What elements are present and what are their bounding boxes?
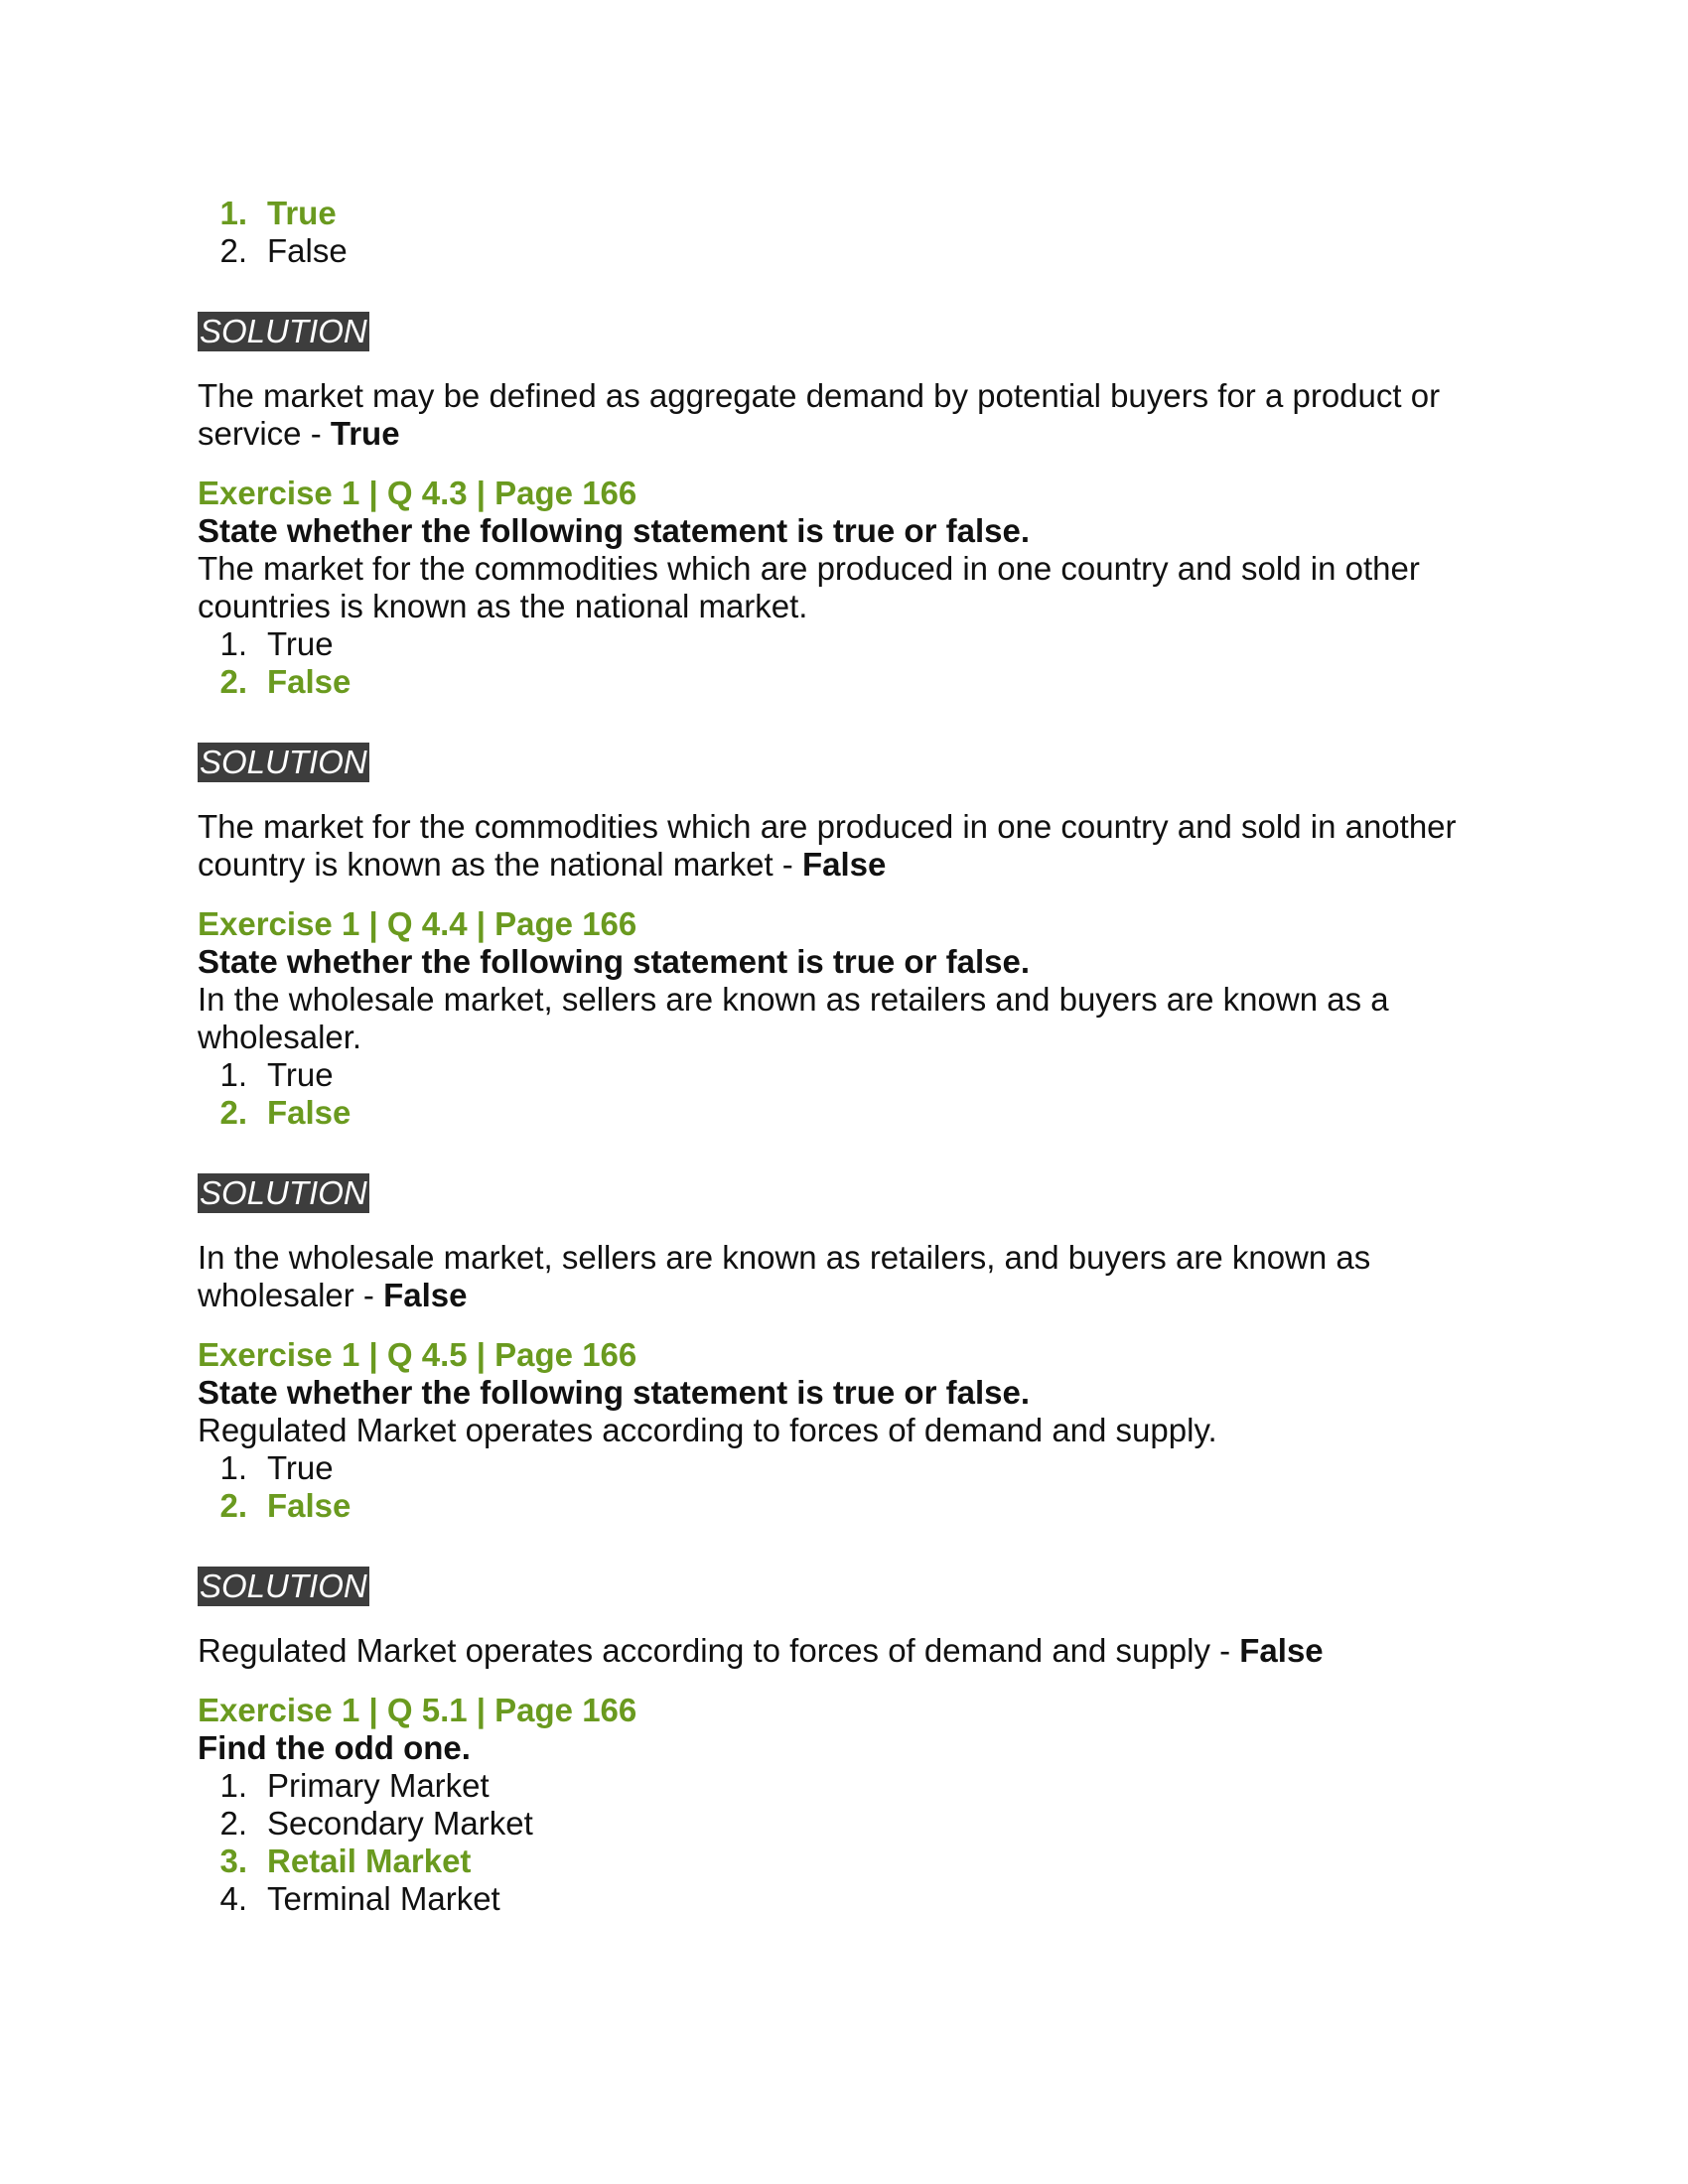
option-item [198,195,1508,232]
option-number: 2. [219,1094,247,1131]
option-text: Secondary Market [267,1805,533,1842]
option-number: 2. [219,1487,247,1524]
solution-label: SOLUTION [200,1568,367,1604]
option-number: 3. [219,1843,247,1879]
solution-label: SOLUTION [200,313,367,349]
solution-body: Regulated Market operates according to forces of demand and supply - [198,1632,1240,1669]
solution-label: SOLUTION [200,744,367,780]
option-number: 2. [219,1805,247,1842]
solution-text [198,808,1508,884]
option-text: True [267,1056,334,1093]
option-text: True [267,625,334,662]
solution-body: The market may be defined as aggregate demand by potential buyers for a product or service - [198,377,1441,452]
solution-body: The market for the commodities which are produced in one country and sold in another country is known as the national market - [198,808,1457,883]
option-item [198,1805,1508,1843]
question-prompt: State whether the following statement is true or false. [198,1374,1030,1411]
option-item [198,1449,1508,1487]
solution-text [198,377,1508,453]
solution-answer: False [1239,1632,1324,1669]
option-text: False [267,1487,352,1524]
option-text: True [267,195,337,231]
option-item [198,1880,1508,1918]
question-statement: The market for the commodities which are produced in one country and sold in other countries is known as the national market. [198,550,1420,624]
question-statement: Regulated Market operates according to forces of demand and supply. [198,1412,1217,1448]
question-prompt: State whether the following statement is true or false. [198,943,1030,980]
option-item [198,1094,1508,1132]
option-number: 1. [219,1056,247,1093]
solution-text [198,1239,1508,1314]
exercise-heading: Exercise 1 | Q 5.1 | Page 166 [198,1692,637,1728]
option-text: False [267,232,348,269]
option-item [198,232,1508,270]
option-text: Terminal Market [267,1880,500,1917]
option-text: True [267,1449,334,1486]
question-prompt: State whether the following statement is true or false. [198,512,1030,549]
exercise-heading: Exercise 1 | Q 4.5 | Page 166 [198,1336,637,1373]
solution-answer: True [330,415,400,452]
answer-options [198,1767,1508,1918]
solution-body: In the wholesale market, sellers are known as retailers, and buyers are known as wholesaler - [198,1239,1371,1313]
option-text: False [267,1094,352,1131]
answer-options [198,195,1508,270]
question-statement: In the wholesale market, sellers are known as retailers and buyers are known as a wholesaler. [198,981,1389,1055]
exercise-heading: Exercise 1 | Q 4.4 | Page 166 [198,905,637,942]
option-number: 1. [219,1449,247,1486]
option-number: 2. [219,663,247,700]
answer-options [198,1056,1508,1132]
document-page [198,195,1508,1918]
option-item [198,663,1508,701]
option-item [198,625,1508,663]
option-text: Retail Market [267,1843,472,1879]
option-item [198,1767,1508,1805]
solution-label: SOLUTION [200,1174,367,1211]
option-number: 1. [219,1767,247,1804]
option-item [198,1843,1508,1880]
solution-answer: False [383,1277,468,1313]
option-number: 1. [219,625,247,662]
exercise-heading: Exercise 1 | Q 4.3 | Page 166 [198,475,637,511]
option-number: 1. [219,195,247,231]
question-prompt: Find the odd one. [198,1729,471,1766]
option-item [198,1487,1508,1525]
answer-options [198,625,1508,701]
option-text: Primary Market [267,1767,490,1804]
answer-options [198,1449,1508,1525]
option-number: 2. [219,232,247,269]
option-number: 4. [219,1880,247,1917]
option-item [198,1056,1508,1094]
solution-text [198,1632,1508,1670]
solution-answer: False [801,846,887,883]
option-text: False [267,663,352,700]
